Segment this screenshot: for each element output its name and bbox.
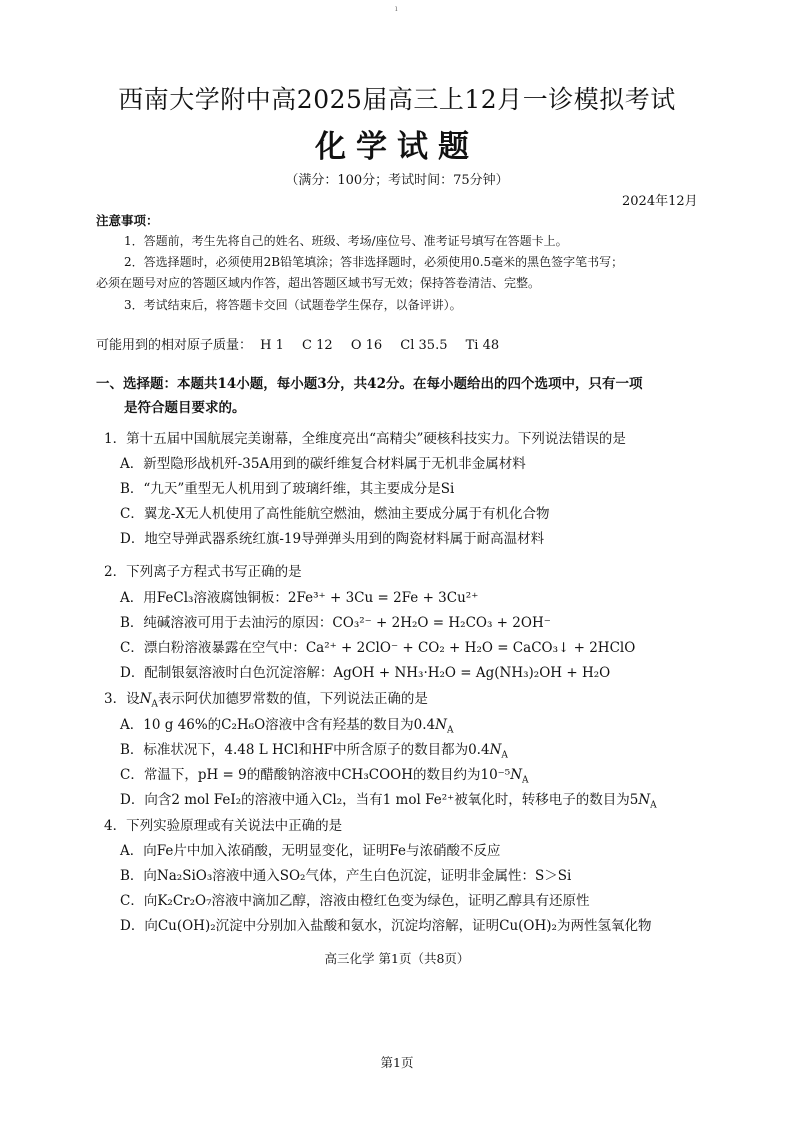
atomic-mass-c: C 12 [302, 338, 333, 353]
question-1-stem: 1．第十五届中国航展完美谢幕，全维度亮出“高精尖”硬核科技实力。下列说法错误的是 [104, 431, 626, 447]
atomic-mass-cl: Cl 35.5 [400, 338, 448, 353]
question-3-option-c: C．常温下，pH = 9的醋酸钠溶液中CH₃COOH的数目约为$10^{-5}N_A$ [120, 767, 529, 786]
question-1-option-d: D．地空导弹武器系统红旗-19导弹弹头用到的陶瓷材料属于耐高温材料 [120, 531, 545, 547]
atomic-mass-o: O 16 [350, 338, 383, 353]
atomic-masses-label: 可能用到的相对原子质量： [96, 338, 253, 353]
notice-item-2-cont: 必须在题号对应的答题区域内作答，超出答题区域书写无效；保持答卷清洁、完整。 [96, 276, 541, 290]
question-2-option-b: B．纯碱溶液可用于去油污的原因：CO₃²⁻ + 2H₂O = H₂CO₃ + 2OH⁻ [120, 615, 551, 631]
question-4-option-d: D．向Cu(OH)₂沉淀中分别加入盐酸和氨水，沉淀均溶解，证明Cu(OH)₂为两性氢氧化物 [120, 918, 652, 934]
question-4-stem: 4．下列实验原理或有关说法中正确的是 [104, 818, 343, 834]
question-2-option-a: A．用FeCl₃溶液腐蚀铜板：2Fe³⁺ + 3Cu = 2Fe + 3Cu²⁺ [120, 590, 479, 606]
question-3-option-d: D．向含2 mol FeI₂的溶液中通入Cl₂，当有1 mol Fe²⁺被氧化时，转移电子的数目为$5N_A$ [120, 792, 657, 811]
section-heading [96, 372, 696, 420]
question-4-option-c: C．向K₂Cr₂O₇溶液中滴加乙醇，溶液由橙红色变为绿色，证明乙醇具有还原性 [120, 893, 590, 909]
page-number: 第1页 [380, 1055, 414, 1070]
exam-title: 西南大学附中高2025届高三上12月一诊模拟考试 [118, 85, 676, 114]
question-3-stem: 3．设$N_A$表示阿伏加德罗常数的值，下列说法正确的是 [104, 691, 428, 710]
question-3-option-b: B．标准状况下，4.48 L HCl和HF中所含原子的数目都为$0.4N_A$ [120, 742, 508, 761]
atomic-masses [96, 334, 513, 353]
question-1-option-a: A．新型隐形战机歼-35A用到的碳纤维复合材料属于无机非金属材料 [120, 456, 526, 472]
atomic-mass-h: H 1 [260, 338, 284, 353]
question-1-option-b: B．“九天”重型无人机用到了玻璃纤维，其主要成分是Si [120, 481, 455, 497]
exam-info: （满分：100分；考试时间：75分钟） [285, 173, 509, 188]
question-4-option-a: A．向Fe片中加入浓硝酸，无明显变化，证明Fe与浓硝酸不反应 [120, 843, 501, 859]
notice-item-3: 3．考试结束后，将答题卡交回（试题卷学生保存，以备评讲）。 [124, 298, 462, 312]
section-heading-line1: 一、选择题：本题共14小题，每小题3分，共42分。在每小题给出的四个选项中，只有一项 [96, 376, 643, 392]
question-2-stem: 2．下列离子方程式书写正确的是 [104, 564, 302, 580]
question-3-option-a: A．10 g 46%的C₂H₆O溶液中含有羟基的数目为$0.4N_A$ [120, 717, 454, 736]
notice-item-1: 1．答题前，考生先将自己的姓名、班级、考场/座位号、准考证号填写在答题卡上。 [124, 234, 568, 248]
notice-heading: 注意事项： [96, 213, 159, 228]
question-2-option-d: D．配制银氨溶液时白色沉淀溶解：AgOH + NH₃·H₂O = Ag(NH₃)₂OH + H₂O [120, 665, 611, 681]
page-mark: ı [395, 4, 398, 13]
exam-date: 2024年12月 [622, 194, 698, 209]
subject-title: 化学试题 [315, 129, 479, 165]
atomic-mass-ti: Ti 48 [465, 338, 500, 353]
notice-item-2: 2．答选择题时，必须使用2B铅笔填涂；答非选择题时，必须使用0.5毫米的黑色签字笔书写； [124, 255, 624, 269]
question-4-option-b: B．向Na₂SiO₃溶液中通入SO₂气体，产生白色沉淀，证明非金属性：S＞Si [120, 868, 572, 884]
question-1-option-c: C．翼龙-X无人机使用了高性能航空燃油，燃油主要成分属于有机化合物 [120, 506, 550, 522]
page-footer: 高三化学 第1页（共8页） [324, 951, 470, 966]
question-2-option-c: C．漂白粉溶液暴露在空气中：Ca²⁺ + 2ClO⁻ + CO₂ + H₂O = CaCO₃↓ + 2HClO [120, 640, 636, 656]
section-heading-line2: 是符合题目要求的。 [124, 400, 246, 416]
